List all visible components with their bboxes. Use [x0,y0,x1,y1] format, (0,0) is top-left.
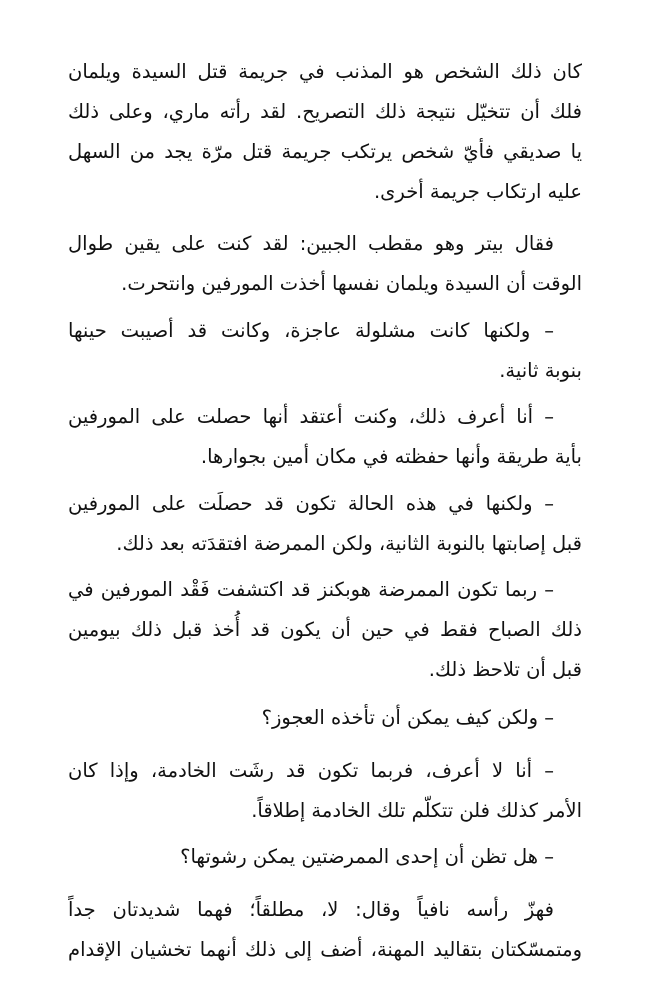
paragraph [68,698,582,738]
paragraph [68,570,582,690]
text-line: – ولكنها كانت مشلولة عاجزة، وكانت قد أصيبت حينها [68,319,554,342]
text-line: – ولكن كيف يمكن أن تأخذه العجوز؟ [261,706,554,729]
text-line: قبل أن تلاحظ ذلك. [428,658,582,681]
text-line: ذلك الصباح فقط في حين أن يكون قد أُخذ قبل ذلك بيومين [68,618,582,641]
paragraph [68,837,582,877]
text-line: بأية طريقة وأنها حفظته في مكان أمين بجوارها. [200,445,582,468]
text-line: – أنا أعرف ذلك، وكنت أعتقد أنها حصلت على المورفين [68,405,554,428]
text-line: – أنا لا أعرف، فربما تكون قد رشَت الخادمة، وإذا كان [68,759,554,782]
text-line: ومتمسّكتان بتقاليد المهنة، أضف إلى ذلك أنهما تخشيان الإقدام [68,938,582,961]
paragraph [68,751,582,831]
text-line: فهزّ رأسه نافياً وقال: لا، مطلقاً؛ فهما شديدتان جداً [68,898,554,921]
text-line: عليه ارتكاب جريمة أخرى. [373,180,582,203]
text-line: – ربما تكون الممرضة هوبكنز قد اكتشفت فَقْد المورفين في [68,578,554,601]
text-line: يا صديقي فأيّ شخص يرتكب جريمة قتل مرّة يجد من السهل [68,140,582,163]
text-line: كان ذلك الشخص هو المذنب في جريمة قتل السيدة ويلمان [68,60,582,83]
text-line: الأمر كذلك فلن تتكلّم تلك الخادمة إطلاقاً. [251,799,582,822]
text-line: – ولكنها في هذه الحالة تكون قد حصلَت على المورفين [68,492,554,515]
text-line: فلك أن تتخيّل نتيجة ذلك التصريح. لقد رأته ماري، وعلى ذلك [68,100,582,123]
text-line: – هل تظن أن إحدى الممرضتين يمكن رشوتها؟ [180,845,554,868]
text-line: قبل إصابتها بالنوبة الثانية، ولكن الممرضة افتقدَته بعد ذلك. [116,532,582,555]
paragraph [68,890,582,970]
text-line: فقال بيتر وهو مقطب الجبين: لقد كنت على يقين طوال [68,232,554,255]
paragraph [68,52,582,212]
text-line: الوقت أن السيدة ويلمان نفسها أخذت المورفين وانتحرت. [121,272,582,295]
text-line: بنوبة ثانية. [499,359,582,382]
paragraph [68,224,582,304]
paragraph [68,484,582,564]
paragraph [68,311,582,391]
paragraph [68,397,582,477]
